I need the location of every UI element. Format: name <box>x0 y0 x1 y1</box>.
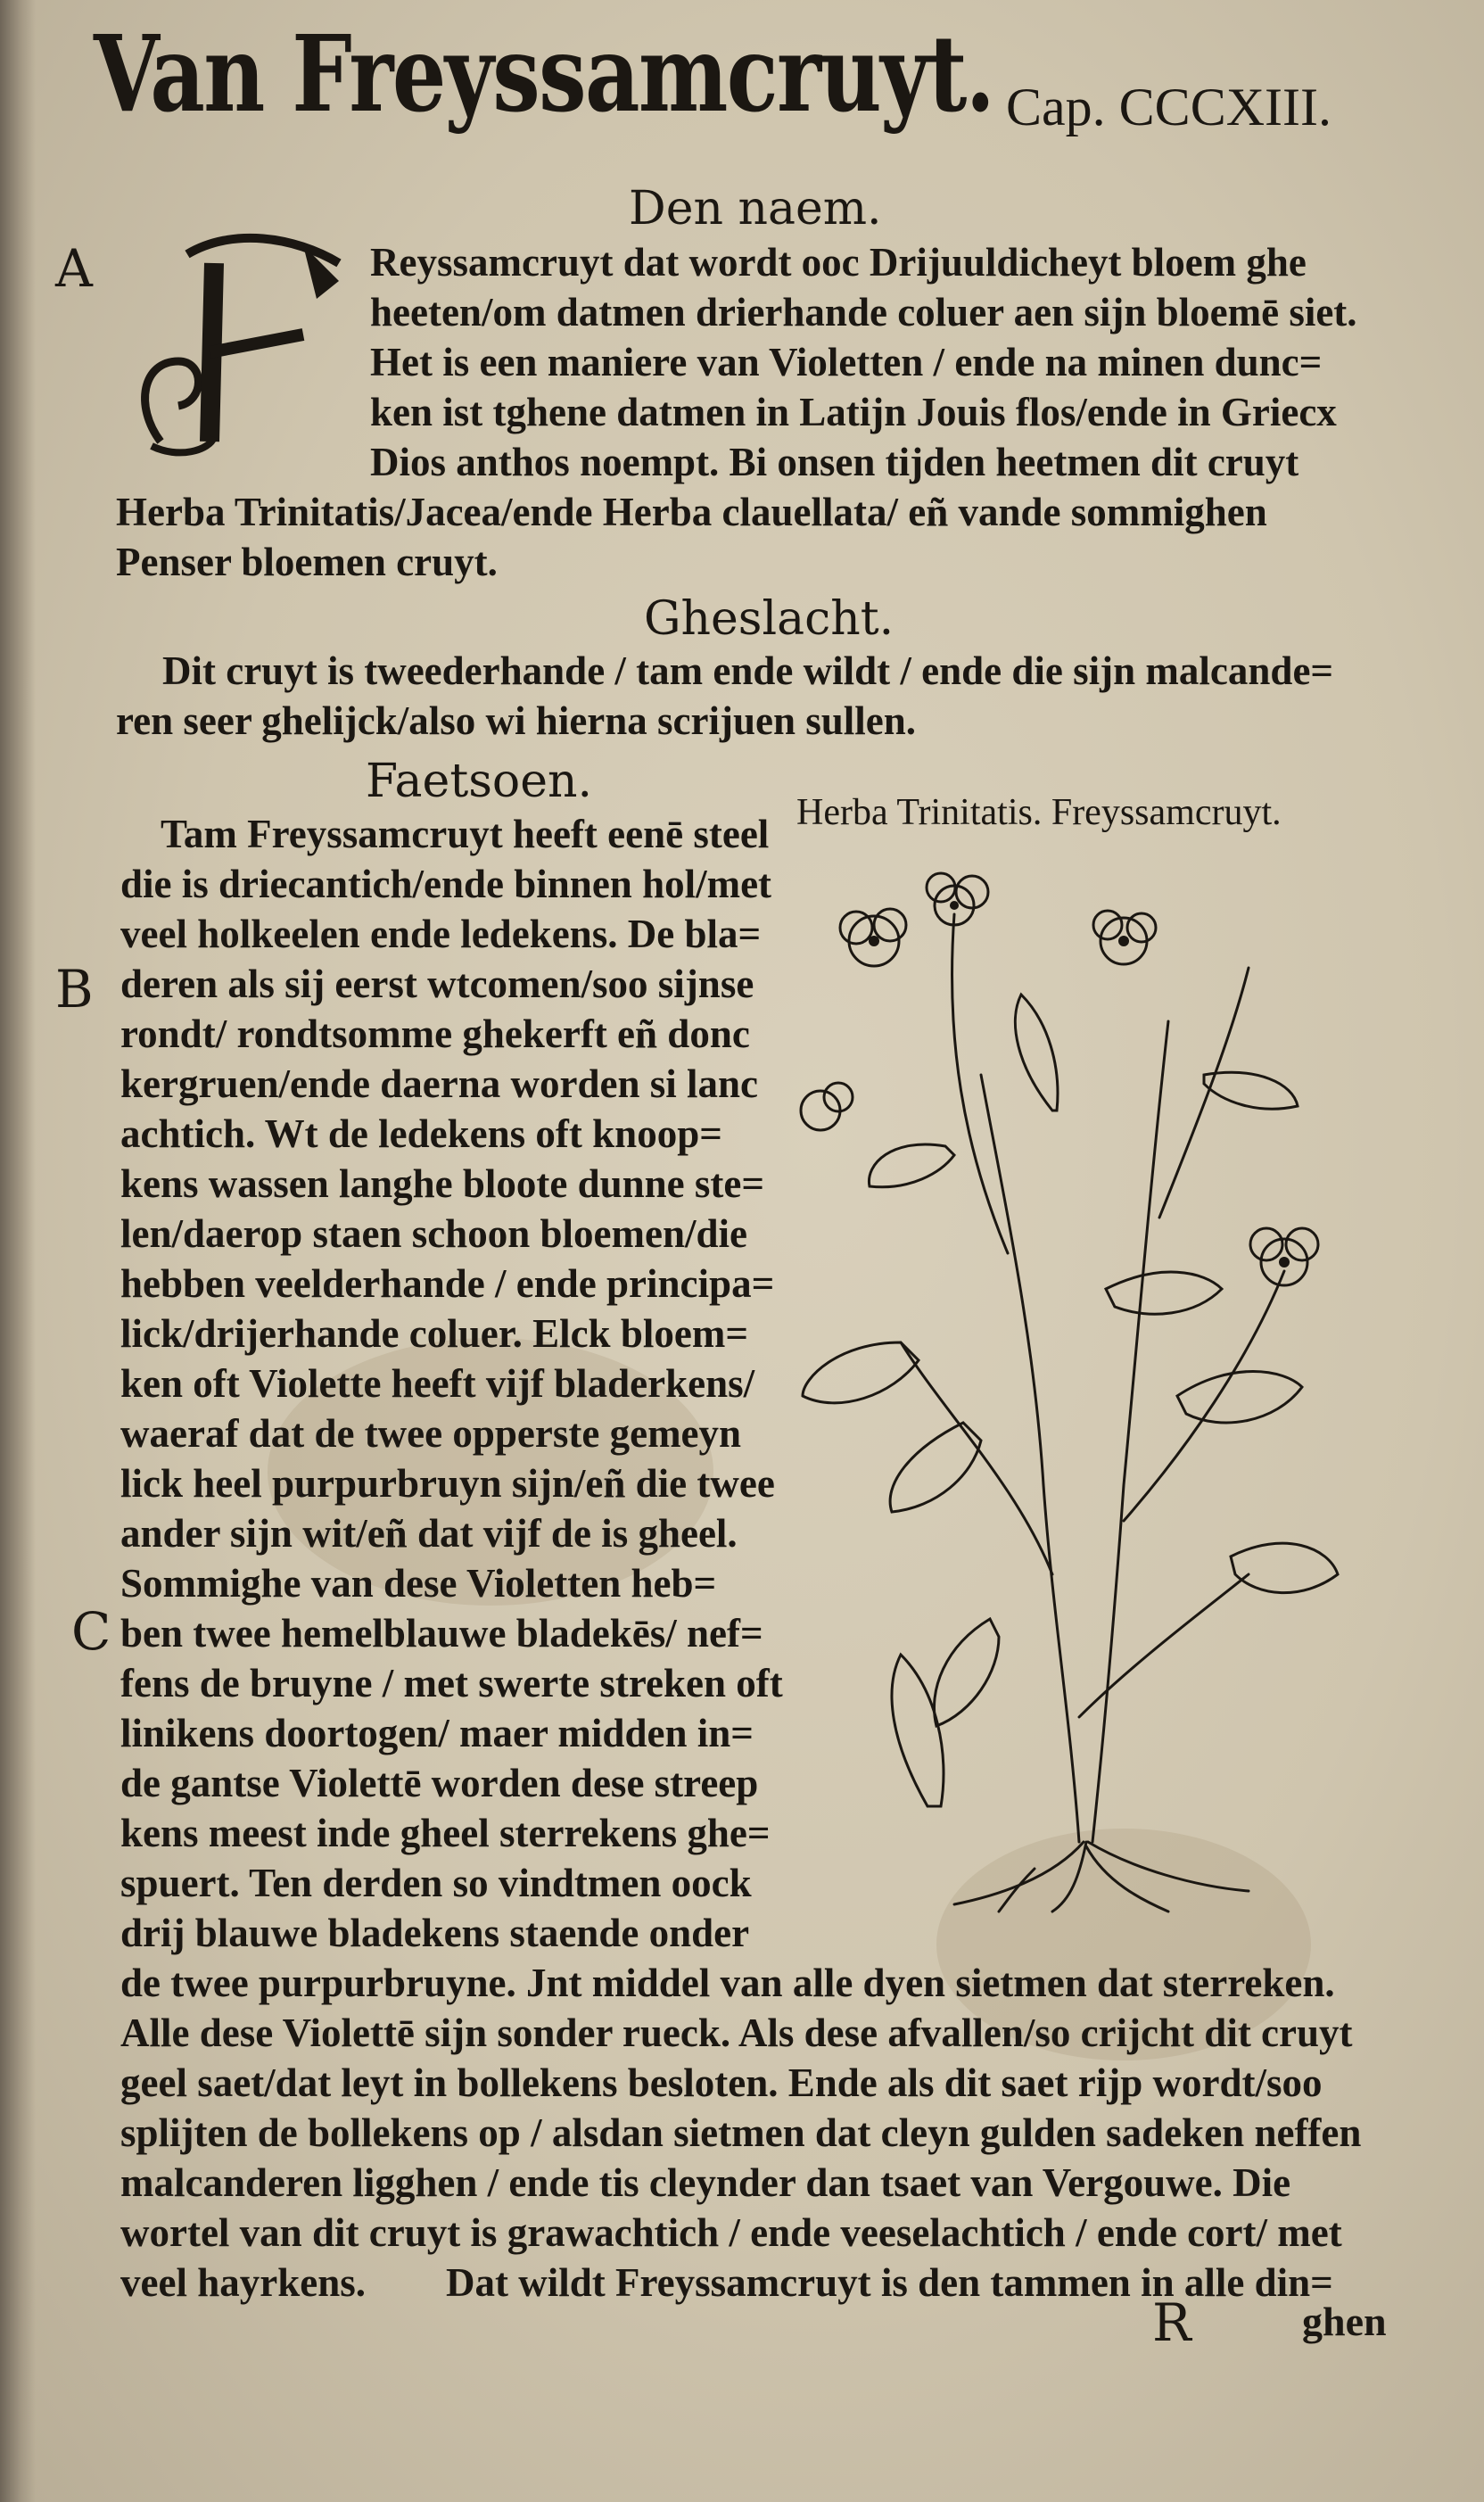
text-line: ken ist tghene datmen in Latijn Jouis flos/ende in Griecx <box>370 390 1337 434</box>
decorated-initial-icon <box>125 227 357 464</box>
margin-letter-c: C <box>71 1601 111 1662</box>
text-line: Dit cruyt is tweederhande / tam ende wildt / ende die sijn malcande= <box>162 648 1334 693</box>
text-line: lick heel purpurbruyn sijn/eñ die twee <box>120 1461 775 1506</box>
text-line: die is driecantich/ende binnen hol/met <box>120 862 772 906</box>
text-line: ren seer ghelijck/also wi hierna scrijuen sullen. <box>116 698 917 743</box>
text-line: lick/drijerhande coluer. Elck bloem= <box>120 1311 748 1356</box>
text-line: spuert. Ten derden so vindtmen oock <box>120 1861 752 1905</box>
text-line: Alle dese Violettē sijn sonder rueck. Als dese afvallen/so crijcht dit cruyt <box>120 2011 1353 2055</box>
text-line: Sommighe van dese Violetten heb= <box>120 1561 717 1606</box>
text-line: Tam Freyssamcruyt heeft eenē steel <box>161 812 770 856</box>
text-line: Dios anthos noempt. Bi onsen tijden heetmen dit cruyt <box>370 440 1299 484</box>
page-title: Van Freyssamcruyt. <box>94 12 994 136</box>
section-heading-faetsoen: Faetsoen. <box>366 755 593 808</box>
catchword: ghen <box>1302 2299 1387 2344</box>
text-line: Herba Trinitatis/Jacea/ende Herba clauellata/ eñ vande sommighen <box>116 490 1267 534</box>
text-line: kens wassen langhe bloote dunne ste= <box>120 1161 765 1206</box>
text-line: deren als sij eerst wtcomen/soo sijnse <box>120 962 754 1006</box>
section-heading-naem: Den naem. <box>629 182 882 235</box>
text-line: linikens doortogen/ maer midden in= <box>120 1711 754 1755</box>
text-line: malcanderen ligghen / ende tis cleynder dan tsaet van Vergouwe. Die <box>120 2160 1291 2205</box>
illustration-caption: Herba Trinitatis. Freyssamcruyt. <box>796 792 1282 833</box>
text-line: veel hayrkens. <box>120 2260 366 2305</box>
text-line: ander sijn wit/eñ dat vijf de is gheel. <box>120 1511 738 1556</box>
text-line: geel saet/dat leyt in bollekens besloten. Ende als dit saet rijp wordt/soo <box>120 2060 1323 2105</box>
text-line: Het is een maniere van Violetten / ende na minen dunc= <box>370 340 1323 384</box>
text-line: waeraf dat de twee opperste gemeyn <box>120 1411 742 1456</box>
text-line: heeten/om datmen drierhande coluer aen sijn bloemē siet. <box>370 290 1357 334</box>
plant-woodcut-icon <box>785 843 1427 1913</box>
text-line: de twee purpurbruyne. Jnt middel van alle dyen sietmen dat sterreken. <box>120 1961 1335 2005</box>
text-line: kens meest inde gheel sterrekens ghe= <box>120 1811 771 1855</box>
text-line: rondt/ rondtsomme ghekerft eñ donc <box>120 1012 750 1056</box>
text-line: fens de bruyne / met swerte streken oft <box>120 1661 783 1705</box>
text-line: drij blauwe bladekens staende onder <box>120 1911 750 1955</box>
text-line: Reyssamcruyt dat wordt ooc Drijuuldicheyt bloem ghe <box>370 240 1307 285</box>
chapter-number: Cap. CCCXIII. <box>1006 78 1331 136</box>
text-line: splijten de bollekens op / alsdan sietmen dat cleyn gulden sadeken neffen <box>120 2110 1362 2155</box>
page-gutter-shadow <box>0 0 36 2502</box>
text-line: de gantse Violettē worden dese streep <box>120 1761 759 1805</box>
section-heading-gheslacht: Gheslacht. <box>644 592 895 646</box>
margin-letter-b: B <box>55 959 94 1020</box>
text-line: ken oft Violette heeft vijf bladerkens/ <box>120 1361 755 1406</box>
text-line: hebben veelderhande / ende principa= <box>120 1261 775 1306</box>
text-line: Penser bloemen cruyt. <box>116 540 498 584</box>
text-line: achtich. Wt de ledekens oft knoop= <box>120 1111 722 1156</box>
text-line: len/daerop staen schoon bloemen/die <box>120 1211 747 1256</box>
text-line: wortel van dit cruyt is grawachtich / ende veeselachtich / ende cort/ met <box>120 2210 1342 2255</box>
text-line: veel holkeelen ende ledekens. De bla= <box>120 912 762 956</box>
signature-mark: R <box>1152 2292 1191 2353</box>
margin-letter-a: A <box>55 238 93 299</box>
text-line: ben twee hemelblauwe bladekēs/ nef= <box>120 1611 763 1656</box>
text-line: kergruen/ende daerna worden si lanc <box>120 1061 758 1106</box>
text-line: Dat wildt Freyssamcruyt is den tammen in alle din= <box>446 2260 1333 2305</box>
